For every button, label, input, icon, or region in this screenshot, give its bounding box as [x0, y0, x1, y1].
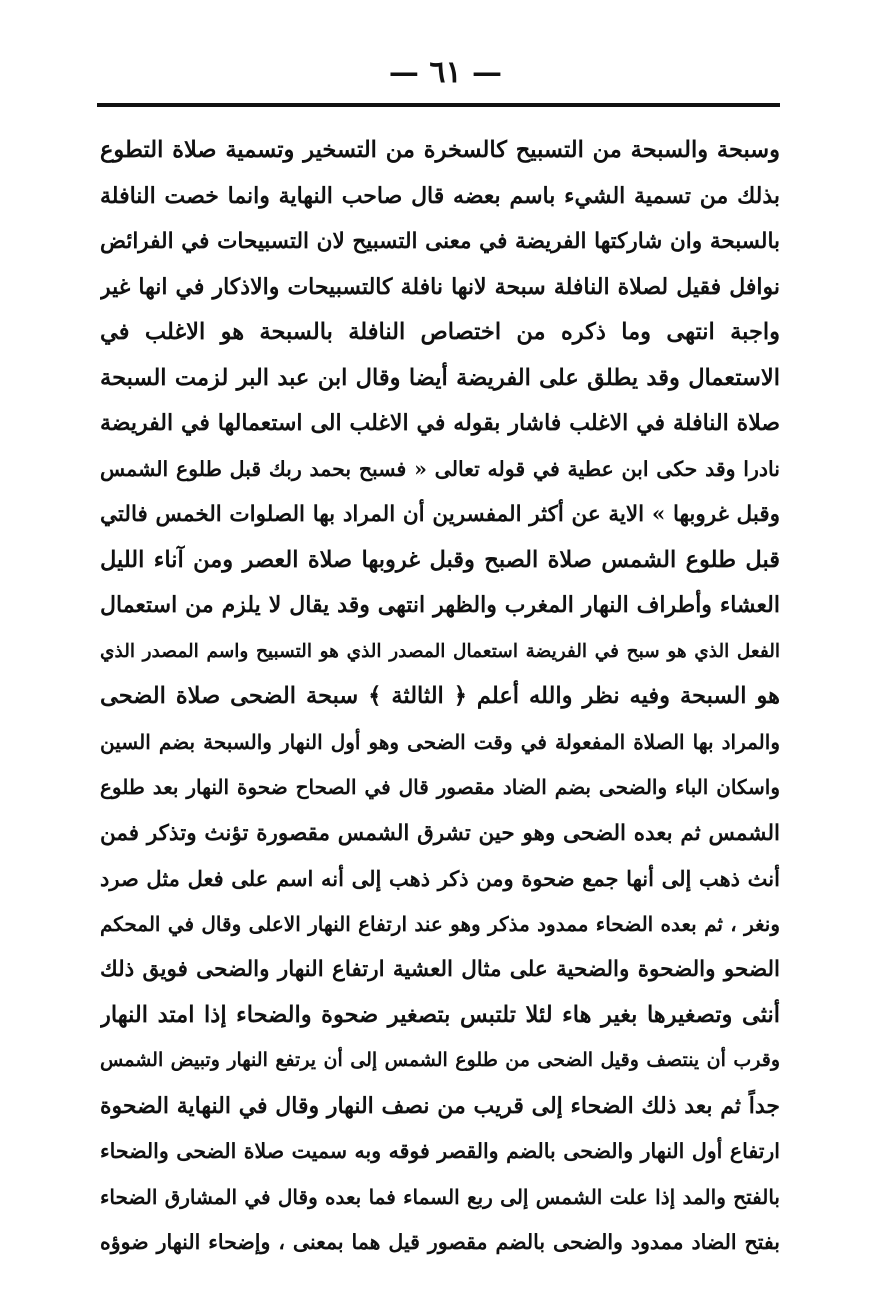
text-line: بالسبحة وان شاركتها الفريضة في معنى التسبيح لان التسبيحات في الفرائض — [100, 229, 780, 254]
text-line: والمراد بها الصلاة المفعولة في وقت الضحى وهو أول النهار والسبحة بضم السين — [100, 729, 780, 754]
text-line: بفتح الضاد ممدود والضحى بالضم مقصور قيل هما بمعنى ، وإضحاء النهار ضوؤه — [100, 1230, 780, 1254]
text-line: ونغر ، ثم بعده الضحاء ممدود مذكر وهو عند ارتفاع النهار الاعلى وقال في المحكم — [100, 911, 780, 936]
text-line: وقبل غروبها » الاية عن أكثر المفسرين أن المراد بها الصلوات الخمس فالتي — [100, 502, 780, 527]
text-line: واسكان الباء والضحى بضم الضاد مقصور قال في الصحاح ضحوة النهار بعد طلوع — [100, 775, 780, 799]
text-line: ارتفاع أول النهار والضحى بالضم والقصر فوقه وبه سميت صلاة الضحى والضحاء — [100, 1139, 780, 1163]
text-line: وقرب أن ينتصف وقيل الضحى من طلوع الشمس إلى أن يرتفع النهار وتبيض الشمس — [100, 1049, 780, 1071]
text-line: العشاء وأطراف النهار المغرب والظهر انتهى وقد يقال لا يلزم من استعمال — [100, 592, 780, 618]
text-line: جداً ثم بعد ذلك الضحاء إلى قريب من نصف النهار وقال في النهاية الضحوة — [100, 1092, 780, 1119]
text-line: نوافل فقيل لصلاة النافلة سبحة لانها نافلة كالتسبيحات والاذكار في انها غير — [100, 273, 780, 300]
text-line: الشمس ثم بعده الضحى وهو حين تشرق الشمس مقصورة تؤنث وتذكر فمن — [100, 820, 780, 846]
text-line: الاستعمال وقد يطلق على الفريضة أيضا وقال ابن عبد البر لزمت السبحة — [100, 364, 780, 391]
text-line: أنث ذهب إلى أنها جمع ضحوة ومن ذكر ذهب إلى أنه اسم على فعل مثل صرد — [100, 866, 780, 891]
page-number: — ٦١ — — [388, 55, 503, 90]
header-rule — [97, 103, 780, 107]
text-line: واجبة انتهى وما ذكره من اختصاص النافلة بالسبحة هو الاغلب في — [100, 319, 780, 345]
text-line: صلاة النافلة في الاغلب فاشار بقوله في الاغلب الى استعمالها في الفريضة — [100, 410, 780, 436]
text-line: أنثى وتصغيرها بغير هاء لئلا تلتبس بتصغير ضحوة والضحاء إذا امتد النهار — [100, 1001, 780, 1028]
text-line: الفعل الذي هو سبح في الفريضة استعمال المصدر الذي هو التسبيح واسم المصدر الذي — [100, 640, 780, 662]
text-line: نادرا وقد حكى ابن عطية في قوله تعالى « فسبح بحمد ربك قبل طلوع الشمس — [100, 456, 780, 481]
text-line: بالفتح والمد إذا علت الشمس إلى ربع السماء فما بعده وقال في المشارق الضحاء — [100, 1184, 780, 1209]
text-line: بذلك من تسمية الشيء باسم بعضه قال صاحب النهاية وانما خصت النافلة — [100, 182, 780, 209]
text-line: قبل طلوع الشمس صلاة الصبح وقبل غروبها صلاة العصر ومن آناء الليل — [100, 546, 780, 573]
text-line: وسبحة والسبحة من التسبيح كالسخرة من التسخير وتسمية صلاة التطوع — [100, 137, 780, 163]
text-line: الضحو والضحوة والضحية على مثال العشية ارتفاع النهار والضحى فويق ذلك — [100, 957, 780, 982]
text-line: هو السبحة وفيه نظر والله أعلم ﴿ الثالثة ﴾ سبحة الضحى صلاة الضحى — [100, 683, 780, 709]
body-text — [100, 128, 780, 1266]
